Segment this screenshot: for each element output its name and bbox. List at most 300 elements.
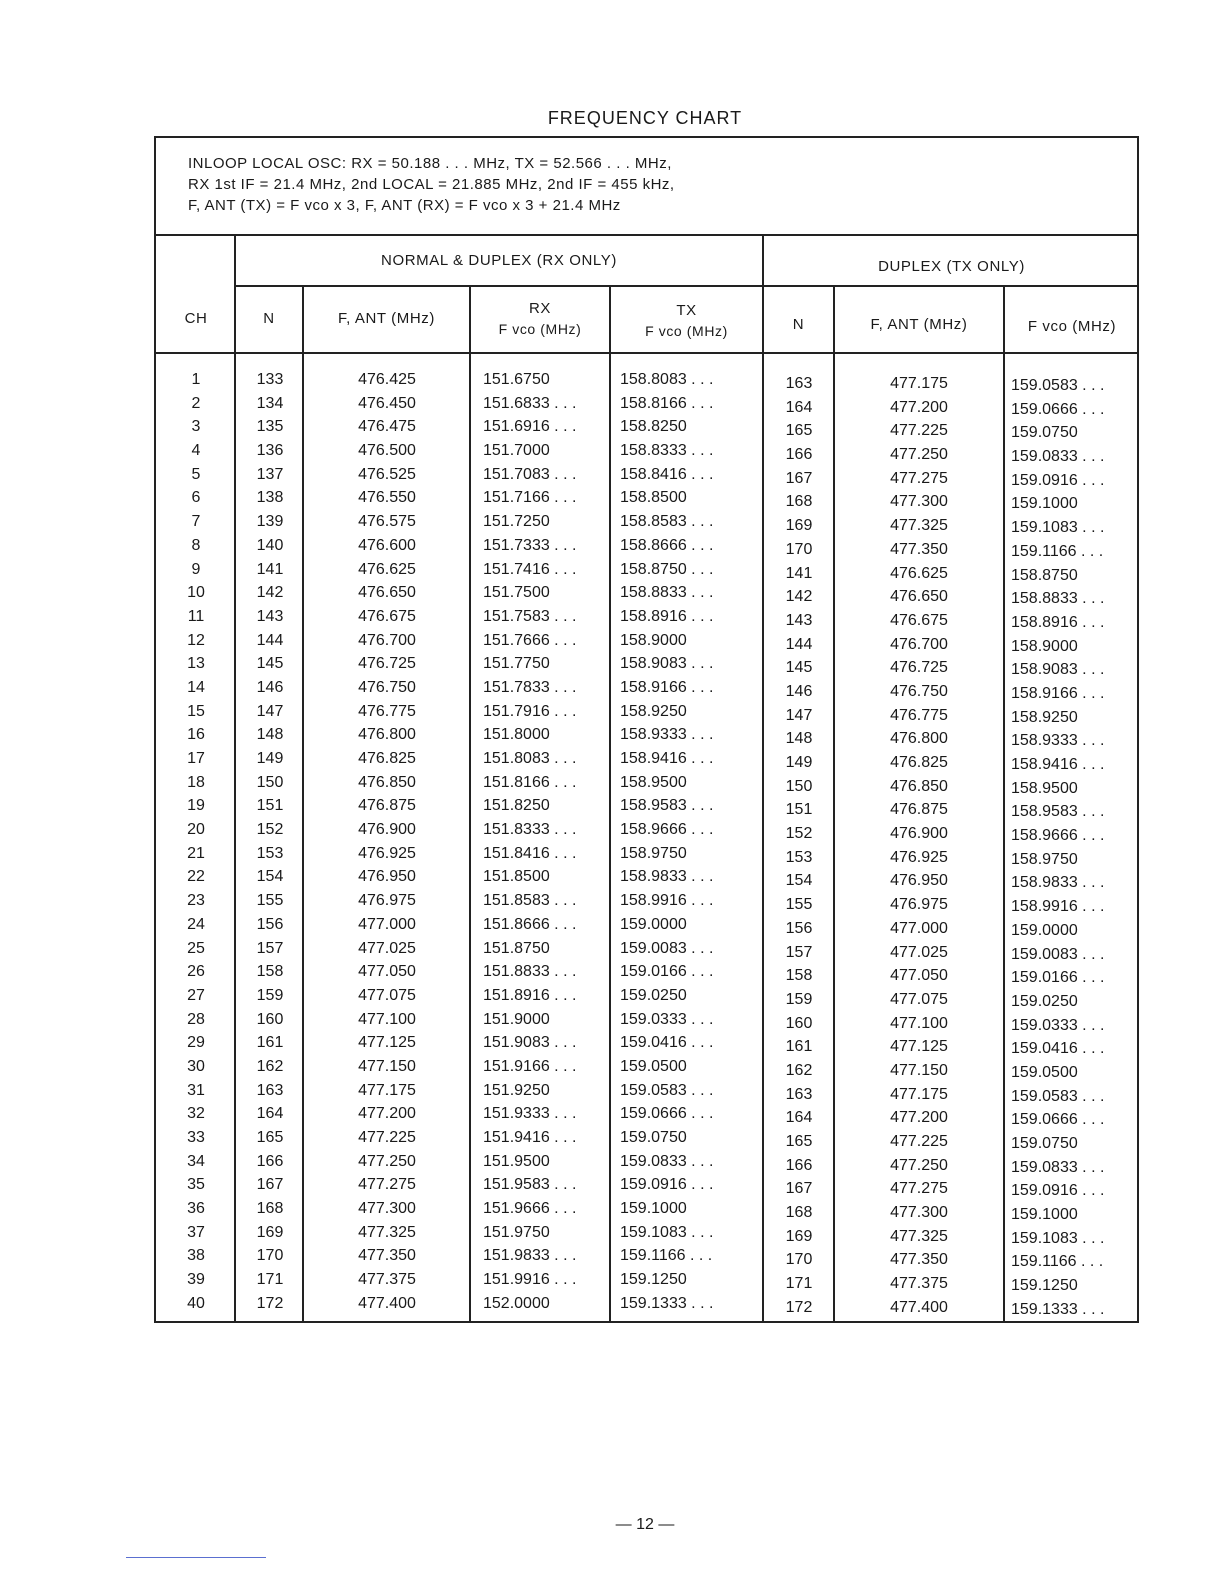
table-cell: 476.700 bbox=[890, 635, 948, 653]
table-cell: 23 bbox=[187, 892, 205, 910]
table-cell: 32 bbox=[187, 1105, 205, 1123]
table-cell: 476.850 bbox=[890, 777, 948, 795]
table-cell: 159.0166 . . . bbox=[620, 963, 714, 981]
table-cell: 149 bbox=[256, 750, 284, 767]
table-cell: 151.7916 . . . bbox=[483, 702, 577, 720]
table-cell: 151.7166 . . . bbox=[483, 489, 577, 507]
table-cell: 151.9666 . . . bbox=[483, 1200, 577, 1218]
table-cell: 159.1250 bbox=[1011, 1277, 1078, 1295]
table-cell: 151.9416 . . . bbox=[483, 1129, 577, 1146]
table-cell: 151.7666 . . . bbox=[483, 631, 577, 649]
table-cell: 477.375 bbox=[358, 1271, 416, 1289]
table-cell: 169 bbox=[785, 517, 813, 535]
table-cell: 477.275 bbox=[890, 469, 948, 487]
table-cell: 159.1083 . . . bbox=[1011, 1229, 1105, 1247]
table-cell: 151.8916 . . . bbox=[483, 986, 577, 1004]
table-cell: 476.750 bbox=[358, 678, 416, 696]
table-cell: 159.0750 bbox=[1011, 424, 1078, 442]
table-cell: 159.0916 . . . bbox=[620, 1176, 714, 1194]
table-cell: 167 bbox=[256, 1176, 284, 1194]
table-cell: 155 bbox=[256, 892, 284, 910]
table-cell: 159.0000 bbox=[1011, 921, 1078, 939]
table-cell: 159.0500 bbox=[1011, 1063, 1078, 1081]
table-cell: 143 bbox=[785, 611, 813, 629]
table-cell: 160 bbox=[785, 1014, 813, 1032]
table-cell: 159.0833 . . . bbox=[1011, 448, 1105, 466]
table-cell: 150 bbox=[256, 773, 284, 791]
table-cell: 163 bbox=[256, 1081, 284, 1099]
table-cell: 169 bbox=[785, 1227, 813, 1245]
table-cell: 158.9000 bbox=[1011, 637, 1078, 655]
table-cell: 476.875 bbox=[358, 797, 416, 815]
table-cell: 27 bbox=[187, 986, 205, 1004]
table-cell: 476.425 bbox=[358, 371, 416, 388]
table-cell: 170 bbox=[256, 1247, 284, 1265]
table-cell: 477.300 bbox=[890, 1204, 948, 1222]
table-cell: 151.8666 . . . bbox=[483, 915, 577, 933]
table-cell: 169 bbox=[256, 1223, 284, 1241]
table-cell: 30 bbox=[187, 1057, 205, 1075]
table-cell: 141 bbox=[256, 560, 284, 578]
table-cell: 159.0083 . . . bbox=[620, 939, 714, 957]
table-cell: 476.975 bbox=[890, 896, 948, 914]
table-cell: 158.8750 . . . bbox=[620, 560, 714, 578]
table-cell: 7 bbox=[191, 513, 201, 531]
table-cell: 166 bbox=[785, 446, 813, 464]
table-cell: 477.325 bbox=[890, 1227, 948, 1245]
table-cell: 151.6916 . . . bbox=[483, 418, 577, 436]
table-cell: 9 bbox=[191, 560, 201, 578]
table-cell: 165 bbox=[256, 1129, 284, 1146]
table-cell: 477.000 bbox=[890, 919, 948, 937]
rule bbox=[302, 286, 304, 1322]
table-cell: 165 bbox=[785, 422, 813, 440]
table-cell: 13 bbox=[187, 655, 205, 673]
rule bbox=[762, 235, 764, 1322]
table-cell: 476.750 bbox=[890, 682, 948, 700]
header-rx-label: RX bbox=[528, 300, 552, 317]
rule bbox=[609, 286, 611, 1322]
table-cell: 151.8500 bbox=[483, 868, 550, 886]
table-cell: 158.9833 . . . bbox=[620, 868, 714, 886]
column-rx-fvco bbox=[483, 368, 607, 1316]
table-cell: 476.625 bbox=[890, 564, 948, 582]
header-rx bbox=[471, 300, 609, 337]
table-cell: 151.8583 . . . bbox=[483, 892, 577, 910]
table-cell: 145 bbox=[256, 655, 284, 673]
table-cell: 151.7250 bbox=[483, 513, 550, 531]
table-cell: 476.725 bbox=[890, 659, 948, 677]
table-cell: 36 bbox=[187, 1200, 205, 1218]
table-cell: 476.775 bbox=[358, 702, 416, 720]
table-cell: 158.9583 . . . bbox=[620, 797, 714, 815]
table-cell: 1 bbox=[191, 371, 201, 388]
table-cell: 477.075 bbox=[358, 986, 416, 1004]
table-cell: 159.0500 bbox=[620, 1057, 687, 1075]
table-cell: 477.325 bbox=[358, 1223, 416, 1241]
table-cell: 476.675 bbox=[890, 611, 948, 629]
table-cell: 171 bbox=[785, 1275, 813, 1293]
table-cell: 476.575 bbox=[358, 513, 416, 531]
table-cell: 26 bbox=[187, 963, 205, 981]
table-cell: 151.7750 bbox=[483, 655, 550, 673]
table-cell: 477.125 bbox=[358, 1034, 416, 1052]
table-cell: 151.8166 . . . bbox=[483, 773, 577, 791]
table-cell: 159.0083 . . . bbox=[1011, 945, 1105, 963]
table-cell: 159.0666 . . . bbox=[1011, 1111, 1105, 1129]
table-cell: 170 bbox=[785, 540, 813, 558]
table-cell: 134 bbox=[256, 394, 284, 412]
table-cell: 158.9833 . . . bbox=[1011, 874, 1105, 892]
table-cell: 477.200 bbox=[890, 398, 948, 416]
table-cell: 159.0583 . . . bbox=[1011, 377, 1105, 394]
table-cell: 139 bbox=[256, 513, 284, 531]
table-cell: 477.175 bbox=[890, 1085, 948, 1103]
table-cell: 476.900 bbox=[890, 825, 948, 843]
table-cell: 158 bbox=[785, 967, 813, 985]
table-cell: 154 bbox=[785, 872, 813, 890]
table-cell: 159.0583 . . . bbox=[1011, 1087, 1105, 1105]
table-cell: 151.7833 . . . bbox=[483, 678, 577, 696]
table-cell: 151.7583 . . . bbox=[483, 607, 577, 625]
table-cell: 151.6833 . . . bbox=[483, 394, 577, 412]
table-cell: 476.950 bbox=[358, 868, 416, 886]
header-f-vco2: F vco (MHz) bbox=[1027, 318, 1117, 335]
table-cell: 133 bbox=[256, 371, 284, 388]
table-cell: 477.300 bbox=[358, 1200, 416, 1218]
table-cell: 151.8000 bbox=[483, 726, 550, 744]
table-cell: 151.9083 . . . bbox=[483, 1034, 577, 1052]
table-cell: 151.8416 . . . bbox=[483, 844, 577, 862]
table-cell: 158.8333 . . . bbox=[620, 442, 714, 460]
table-cell: 15 bbox=[187, 702, 205, 720]
table-cell: 151.7083 . . . bbox=[483, 465, 577, 483]
table-cell: 157 bbox=[256, 939, 284, 957]
table-cell: 158.9333 . . . bbox=[620, 726, 714, 744]
table-cell: 31 bbox=[187, 1081, 205, 1099]
table-cell: 21 bbox=[187, 844, 205, 862]
table-cell: 151.9833 . . . bbox=[483, 1247, 577, 1265]
page-number: — 12 — bbox=[615, 1516, 675, 1533]
table-cell: 151.9166 . . . bbox=[483, 1057, 577, 1075]
table-cell: 39 bbox=[187, 1271, 205, 1289]
table-cell: 151.9000 bbox=[483, 1010, 550, 1028]
table-cell: 151.8083 . . . bbox=[483, 750, 577, 767]
table-cell: 151.8750 bbox=[483, 939, 550, 957]
table-cell: 477.375 bbox=[890, 1275, 948, 1293]
table-cell: 10 bbox=[187, 584, 205, 602]
column-ch bbox=[158, 368, 234, 1316]
table-cell: 151.7000 bbox=[483, 442, 550, 460]
table-cell: 158.9166 . . . bbox=[1011, 684, 1105, 702]
table-cell: 159.1083 . . . bbox=[620, 1223, 714, 1241]
table-cell: 158.8833 . . . bbox=[1011, 590, 1105, 608]
table-cell: 154 bbox=[256, 868, 284, 886]
table-cell: 156 bbox=[785, 919, 813, 937]
table-cell: 158.8166 . . . bbox=[620, 394, 714, 412]
table-cell: 11 bbox=[187, 607, 205, 625]
table-cell: 477.350 bbox=[358, 1247, 416, 1265]
table-cell: 158.8250 bbox=[620, 418, 687, 436]
table-cell: 477.250 bbox=[890, 1156, 948, 1174]
table-cell: 4 bbox=[191, 442, 201, 460]
table-cell: 144 bbox=[256, 631, 284, 649]
table-cell: 151 bbox=[256, 797, 284, 815]
table-cell: 164 bbox=[785, 398, 813, 416]
table-cell: 477.025 bbox=[358, 939, 416, 957]
table-cell: 477.225 bbox=[890, 1133, 948, 1150]
column-f-ant bbox=[306, 368, 468, 1316]
table-cell: 135 bbox=[256, 418, 284, 436]
table-cell: 160 bbox=[256, 1010, 284, 1028]
table-cell: 168 bbox=[785, 1204, 813, 1222]
table-cell: 158.9166 . . . bbox=[620, 678, 714, 696]
table-cell: 158.9666 . . . bbox=[620, 821, 714, 839]
table-cell: 145 bbox=[785, 659, 813, 677]
table-cell: 149 bbox=[785, 754, 813, 771]
table-cell: 151.9250 bbox=[483, 1081, 550, 1099]
table-cell: 159.0416 . . . bbox=[620, 1034, 714, 1052]
table-cell: 143 bbox=[256, 607, 284, 625]
table-cell: 476.450 bbox=[358, 394, 416, 412]
table-cell: 477.025 bbox=[890, 943, 948, 961]
table-cell: 159.0916 . . . bbox=[1011, 471, 1105, 489]
header-ch: CH bbox=[184, 310, 208, 327]
table-cell: 159.0833 . . . bbox=[620, 1152, 714, 1170]
table-cell: 159.0666 . . . bbox=[1011, 400, 1105, 418]
table-cell: 19 bbox=[187, 797, 205, 815]
table-cell: 477.200 bbox=[358, 1105, 416, 1123]
table-cell: 151 bbox=[785, 801, 813, 819]
table-cell: 155 bbox=[785, 896, 813, 914]
table-cell: 159.1000 bbox=[620, 1200, 687, 1218]
table-cell: 146 bbox=[785, 682, 813, 700]
table-cell: 151.9333 . . . bbox=[483, 1105, 577, 1123]
page-title: FREQUENCY CHART bbox=[547, 108, 743, 128]
table-cell: 159.1166 . . . bbox=[620, 1247, 713, 1265]
table-cell: 476.875 bbox=[890, 801, 948, 819]
table-cell: 158.8083 . . . bbox=[620, 371, 714, 388]
table-cell: 38 bbox=[187, 1247, 205, 1265]
table-cell: 477.100 bbox=[890, 1014, 948, 1032]
table-cell: 477.175 bbox=[358, 1081, 416, 1099]
table-cell: 158.9416 . . . bbox=[1011, 756, 1105, 773]
table-cell: 167 bbox=[785, 469, 813, 487]
table-cell: 158.8916 . . . bbox=[620, 607, 714, 625]
table-cell: 151.9750 bbox=[483, 1223, 550, 1241]
table-cell: 476.525 bbox=[358, 465, 416, 483]
table-cell: 34 bbox=[187, 1152, 205, 1170]
table-cell: 477.050 bbox=[358, 963, 416, 981]
table-cell: 476.850 bbox=[358, 773, 416, 791]
table-cell: 476.900 bbox=[358, 821, 416, 839]
table-cell: 158.8916 . . . bbox=[1011, 613, 1105, 631]
table-cell: 5 bbox=[191, 465, 201, 483]
table-cell: 159.1000 bbox=[1011, 495, 1078, 513]
table-cell: 164 bbox=[785, 1109, 813, 1127]
table-cell: 40 bbox=[187, 1294, 205, 1312]
table-cell: 159.1166 . . . bbox=[1011, 542, 1104, 560]
header-n: N bbox=[263, 310, 275, 327]
table-cell: 158.9500 bbox=[620, 773, 687, 791]
rule bbox=[833, 286, 835, 1322]
table-cell: 159.0333 . . . bbox=[620, 1010, 714, 1028]
header-f-ant: F, ANT (MHz) bbox=[338, 310, 435, 327]
table-cell: 476.950 bbox=[890, 872, 948, 890]
table-cell: 477.175 bbox=[890, 375, 948, 392]
table-cell: 152.0000 bbox=[483, 1294, 550, 1312]
table-cell: 158.9083 . . . bbox=[620, 655, 714, 673]
column-n bbox=[238, 368, 302, 1316]
table-cell: 159.1083 . . . bbox=[1011, 519, 1105, 537]
table-cell: 163 bbox=[785, 1085, 813, 1103]
table-cell: 476.800 bbox=[890, 730, 948, 748]
table-cell: 159.0416 . . . bbox=[1011, 1040, 1105, 1058]
table-cell: 159.1000 bbox=[1011, 1206, 1078, 1224]
table-cell: 159.0750 bbox=[620, 1129, 687, 1146]
table-cell: 158.9583 . . . bbox=[1011, 803, 1105, 821]
column-n2 bbox=[765, 372, 833, 1320]
chart-notes bbox=[188, 153, 675, 216]
table-cell: 151.7500 bbox=[483, 584, 550, 602]
table-cell: 159.0750 bbox=[1011, 1135, 1078, 1152]
column-f-ant2 bbox=[836, 372, 1002, 1320]
table-cell: 16 bbox=[187, 726, 205, 744]
table-cell: 18 bbox=[187, 773, 205, 791]
table-cell: 158.9916 . . . bbox=[1011, 898, 1105, 916]
table-cell: 151.8333 . . . bbox=[483, 821, 577, 839]
table-cell: 158.9416 . . . bbox=[620, 750, 714, 767]
table-cell: 159 bbox=[785, 990, 813, 1008]
table-cell: 151.9583 . . . bbox=[483, 1176, 577, 1194]
table-cell: 159.0833 . . . bbox=[1011, 1158, 1105, 1176]
table-cell: 140 bbox=[256, 536, 284, 554]
table-cell: 6 bbox=[191, 489, 201, 507]
table-cell: 20 bbox=[187, 821, 205, 839]
column-f-vco2 bbox=[1011, 374, 1137, 1322]
table-cell: 477.275 bbox=[890, 1180, 948, 1198]
table-cell: 150 bbox=[785, 777, 813, 795]
table-cell: 12 bbox=[187, 631, 205, 649]
table-cell: 168 bbox=[256, 1200, 284, 1218]
table-cell: 172 bbox=[256, 1294, 284, 1312]
table-cell: 164 bbox=[256, 1105, 284, 1123]
table-cell: 477.300 bbox=[890, 493, 948, 511]
table-cell: 159.0333 . . . bbox=[1011, 1016, 1105, 1034]
table-cell: 477.400 bbox=[890, 1298, 948, 1316]
table-cell: 476.650 bbox=[890, 588, 948, 606]
table-cell: 159.1333 . . . bbox=[620, 1294, 714, 1312]
table-cell: 477.350 bbox=[890, 540, 948, 558]
table-cell: 166 bbox=[785, 1156, 813, 1174]
table-cell: 151.7333 . . . bbox=[483, 536, 577, 554]
table-cell: 477.250 bbox=[890, 446, 948, 464]
table-cell: 148 bbox=[256, 726, 284, 744]
table-cell: 146 bbox=[256, 678, 284, 696]
table-cell: 158.9916 . . . bbox=[620, 892, 714, 910]
table-cell: 136 bbox=[256, 442, 284, 460]
table-cell: 151.7416 . . . bbox=[483, 560, 577, 578]
table-cell: 159.0166 . . . bbox=[1011, 969, 1105, 987]
table-cell: 477.250 bbox=[358, 1152, 416, 1170]
table-cell: 476.650 bbox=[358, 584, 416, 602]
table-cell: 137 bbox=[256, 465, 284, 483]
table-cell: 477.350 bbox=[890, 1251, 948, 1269]
table-cell: 151.9500 bbox=[483, 1152, 550, 1170]
header-rx-fvco: F vco (MHz) bbox=[498, 321, 582, 337]
table-cell: 161 bbox=[785, 1038, 813, 1056]
table-cell: 476.725 bbox=[358, 655, 416, 673]
table-cell: 477.100 bbox=[358, 1010, 416, 1028]
header-tx-label: TX bbox=[676, 302, 697, 319]
table-cell: 158.8583 . . . bbox=[620, 513, 714, 531]
table-cell: 147 bbox=[256, 702, 284, 720]
table-cell: 477.225 bbox=[890, 422, 948, 440]
table-cell: 159.0250 bbox=[620, 986, 687, 1004]
table-cell: 25 bbox=[187, 939, 205, 957]
table-cell: 159 bbox=[256, 986, 284, 1004]
table-cell: 476.550 bbox=[358, 489, 416, 507]
table-cell: 162 bbox=[256, 1057, 284, 1075]
table-cell: 159.0000 bbox=[620, 915, 687, 933]
table-cell: 163 bbox=[785, 375, 813, 392]
table-cell: 151.6750 bbox=[483, 371, 550, 388]
table-cell: 153 bbox=[785, 848, 813, 866]
table-cell: 476.825 bbox=[890, 754, 948, 771]
table-cell: 158.8666 . . . bbox=[620, 536, 714, 554]
table-cell: 158.9000 bbox=[620, 631, 687, 649]
table-cell: 147 bbox=[785, 706, 813, 724]
header-n2: N bbox=[792, 316, 805, 333]
table-cell: 152 bbox=[785, 825, 813, 843]
table-cell: 477.150 bbox=[890, 1061, 948, 1079]
column-tx-fvco bbox=[620, 368, 760, 1316]
table-cell: 14 bbox=[187, 678, 205, 696]
table-cell: 35 bbox=[187, 1176, 205, 1194]
table-cell: 168 bbox=[785, 493, 813, 511]
table-cell: 159.0666 . . . bbox=[620, 1105, 714, 1123]
table-cell: 158.9666 . . . bbox=[1011, 827, 1105, 845]
table-cell: 161 bbox=[256, 1034, 284, 1052]
table-cell: 158.9750 bbox=[1011, 850, 1078, 868]
table-cell: 151.9916 . . . bbox=[483, 1271, 577, 1289]
table-cell: 476.500 bbox=[358, 442, 416, 460]
rule bbox=[1003, 286, 1005, 1322]
table-cell: 37 bbox=[187, 1223, 205, 1241]
table-cell: 158.9333 . . . bbox=[1011, 732, 1105, 750]
header-f-ant2: F, ANT (MHz) bbox=[870, 316, 968, 333]
table-cell: 159.1250 bbox=[620, 1271, 687, 1289]
table-cell: 158.9250 bbox=[620, 702, 687, 720]
table-cell: 476.475 bbox=[358, 418, 416, 436]
table-cell: 476.975 bbox=[358, 892, 416, 910]
table-cell: 29 bbox=[187, 1034, 205, 1052]
table-cell: 476.925 bbox=[358, 844, 416, 862]
table-cell: 159.1333 . . . bbox=[1011, 1300, 1105, 1318]
table-cell: 159.0916 . . . bbox=[1011, 1182, 1105, 1200]
table-cell: 17 bbox=[187, 750, 205, 767]
table-cell: 477.400 bbox=[358, 1294, 416, 1312]
table-cell: 167 bbox=[785, 1180, 813, 1198]
table-cell: 476.625 bbox=[358, 560, 416, 578]
table-cell: 158.8500 bbox=[620, 489, 687, 507]
table-cell: 142 bbox=[256, 584, 284, 602]
rule bbox=[234, 235, 236, 1322]
table-cell: 158.8833 . . . bbox=[620, 584, 714, 602]
table-cell: 2 bbox=[191, 394, 201, 412]
table-cell: 477.000 bbox=[358, 915, 416, 933]
table-cell: 28 bbox=[187, 1010, 205, 1028]
